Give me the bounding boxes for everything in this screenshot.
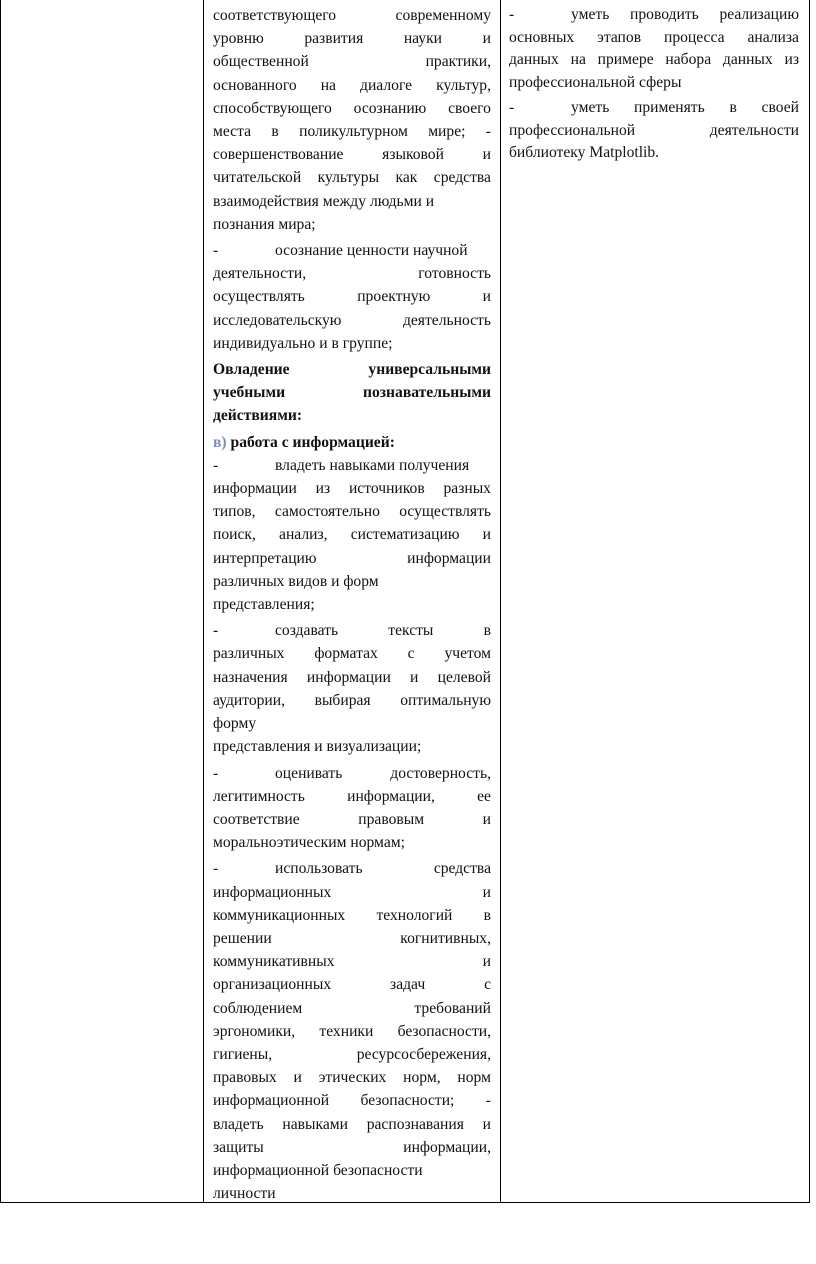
text-line: коммуникативных и — [213, 953, 491, 971]
text-line: организационных задач с — [213, 976, 491, 994]
text-line: уровню развития науки и — [213, 30, 491, 48]
column-personal-results — [213, 4, 491, 1205]
text-line: профессиональной деятельности — [509, 121, 799, 139]
text-line: основных этапов процесса анализа — [509, 28, 799, 46]
text-line: представления и визуализации; — [213, 738, 422, 756]
text-line: взаимодействия между людьми и — [213, 192, 435, 210]
text-line: читательской культуры как средства — [213, 169, 491, 187]
text-line: моральноэтическим нормам; — [213, 834, 405, 852]
text-line: в) работа с информацией: — [213, 433, 395, 451]
text-line: соблюдением требований — [213, 999, 491, 1017]
text-line: легитимность информации, ее — [213, 787, 491, 805]
text-line: - использовать средства — [213, 860, 491, 878]
text-line: - владеть навыками получения — [213, 456, 470, 474]
text-line: совершенствование языковой и — [213, 146, 491, 164]
table-border-left — [0, 0, 1, 1202]
text-line: информационной безопасности — [213, 1161, 423, 1179]
text-line: - создавать тексты в — [213, 622, 491, 640]
column-subject-results — [509, 4, 799, 165]
text-line: библиотеку Matplotlib. — [509, 144, 660, 161]
text-line: индивидуально и в группе; — [213, 334, 393, 352]
text-line: исследовательскую деятельность — [213, 311, 491, 329]
text-line: коммуникационных технологий в — [213, 906, 491, 924]
text-line: гигиены, ресурсосбережения, — [213, 1045, 491, 1063]
text-line: информации из источников разных — [213, 480, 491, 498]
text-line: места в поликультурном мире; - — [213, 123, 491, 141]
text-line: аудитории, выбирая оптимальную — [213, 691, 491, 709]
text-line: поиск, анализ, систематизацию и — [213, 526, 491, 544]
column-divider-1 — [203, 0, 204, 1202]
text-line: соответствующего современному — [213, 7, 491, 24]
text-line: форму — [213, 715, 257, 733]
text-line: - уметь применять в своей — [509, 99, 799, 116]
text-line: Овладение универсальными — [213, 361, 491, 379]
column-divider-2 — [500, 0, 501, 1202]
text-line: информационных и — [213, 883, 491, 901]
text-line: правовых и этических норм, норм — [213, 1069, 491, 1087]
text-line: общественной практики, — [213, 53, 491, 71]
text-line: действиями: — [213, 407, 303, 425]
text-line: различных форматах с учетом — [213, 645, 491, 663]
text-line: профессиональной сферы — [509, 73, 682, 91]
text-line: осуществлять проектную и — [213, 288, 491, 306]
text-line: данных на примере набора данных из — [509, 51, 799, 68]
text-line: учебными познавательными — [213, 384, 491, 402]
text-line: - осознание ценности научной — [213, 242, 468, 260]
text-line: познания мира; — [213, 215, 316, 233]
text-line: способствующего осознанию своего — [213, 99, 491, 117]
text-line: личности — [213, 1185, 276, 1203]
text-line: соответствие правовым и — [213, 810, 491, 828]
text-line: представления; — [213, 596, 315, 614]
text-line: информационной безопасности; - — [213, 1092, 491, 1110]
text-line: решении когнитивных, — [213, 929, 491, 947]
text-line: эргономики, техники безопасности, — [213, 1022, 491, 1040]
text-line: основанного на диалоге культур, — [213, 76, 491, 94]
text-line: деятельности, готовность — [213, 265, 491, 283]
text-line: различных видов и форм — [213, 572, 379, 590]
text-line: назначения информации и целевой — [213, 668, 491, 686]
text-line: владеть навыками распознавания и — [213, 1115, 491, 1133]
text-line: - оценивать достоверность, — [213, 764, 491, 782]
text-line: типов, самостоятельно осуществлять — [213, 503, 491, 521]
text-line: защиты информации, — [213, 1138, 491, 1156]
text-line: интерпретацию информации — [213, 549, 491, 567]
text-line: - уметь проводить реализацию — [509, 6, 799, 23]
